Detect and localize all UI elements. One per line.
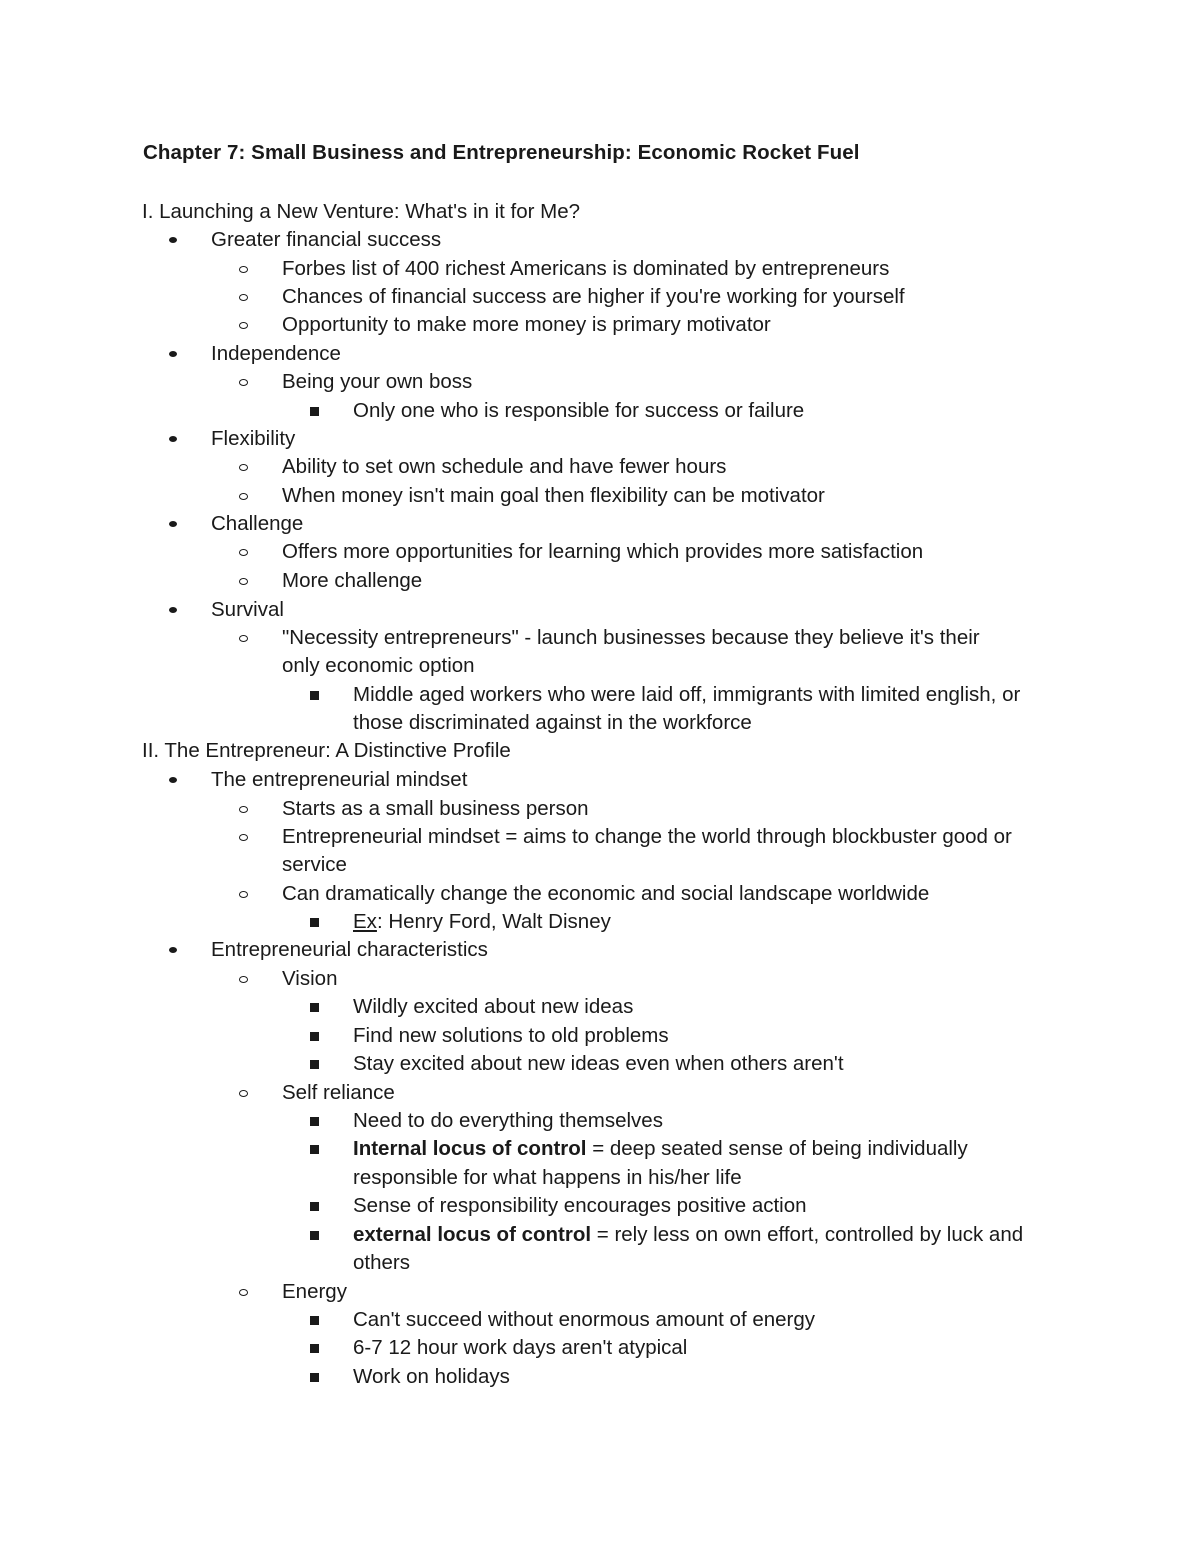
bullet-square-icon — [305, 993, 329, 1021]
bullet-disc-icon — [163, 510, 187, 538]
list-item-continuation: service — [282, 853, 347, 876]
bullet-circle-icon — [234, 880, 258, 908]
bullet-circle-icon — [234, 538, 258, 566]
bullet-circle-icon — [234, 453, 258, 481]
section-heading: II. The Entrepreneur: A Distinctive Profile — [142, 739, 511, 762]
bullet-square-icon — [305, 1306, 329, 1334]
bullet-square-icon — [305, 1050, 329, 1078]
bullet-circle-icon — [234, 823, 258, 851]
list-item: Challenge — [211, 510, 303, 538]
bullet-circle-icon — [234, 1079, 258, 1107]
bullet-square-icon — [305, 1363, 329, 1391]
bullet-circle-icon — [234, 624, 258, 652]
bullet-square-icon — [305, 1334, 329, 1362]
list-item: Chances of financial success are higher if you're working for yourself — [282, 283, 905, 311]
list-item: More challenge — [282, 567, 422, 595]
bullet-disc-icon — [163, 340, 187, 368]
list-item: external locus of control = rely less on own effort, controlled by luck and — [353, 1221, 1023, 1249]
document-title: Chapter 7: Small Business and Entrepreneurship: Economic Rocket Fuel — [143, 141, 860, 164]
list-item: Vision — [282, 965, 337, 993]
bullet-circle-icon — [234, 368, 258, 396]
list-item: Middle aged workers who were laid off, immigrants with limited english, or — [353, 681, 1020, 709]
bullet-square-icon — [305, 1107, 329, 1135]
list-item: Energy — [282, 1278, 347, 1306]
list-item: Ability to set own schedule and have fewer hours — [282, 453, 726, 481]
bullet-square-icon — [305, 681, 329, 709]
list-item: Survival — [211, 596, 284, 624]
example-label: Ex — [353, 910, 377, 933]
bullet-square-icon — [305, 397, 329, 425]
list-item: Offers more opportunities for learning which provides more satisfaction — [282, 538, 923, 566]
bullet-disc-icon — [163, 425, 187, 453]
list-item: Forbes list of 400 richest Americans is dominated by entrepreneurs — [282, 255, 889, 283]
bullet-circle-icon — [234, 1278, 258, 1306]
bullet-circle-icon — [234, 795, 258, 823]
list-item-continuation: those discriminated against in the workforce — [353, 711, 752, 734]
list-item: Need to do everything themselves — [353, 1107, 663, 1135]
list-item: "Necessity entrepreneurs" - launch businesses because they believe it's their — [282, 624, 980, 652]
list-item: Entrepreneurial characteristics — [211, 936, 488, 964]
list-item: The entrepreneurial mindset — [211, 766, 467, 794]
list-item: When money isn't main goal then flexibility can be motivator — [282, 482, 825, 510]
term-bold: Internal locus of control — [353, 1137, 587, 1160]
list-item: Ex: Henry Ford, Walt Disney — [353, 908, 611, 936]
bullet-disc-icon — [163, 596, 187, 624]
list-item: Can dramatically change the economic and social landscape worldwide — [282, 880, 929, 908]
bullet-disc-icon — [163, 226, 187, 254]
list-item: Wildly excited about new ideas — [353, 993, 633, 1021]
list-item-continuation: others — [353, 1251, 410, 1274]
bullet-square-icon — [305, 1192, 329, 1220]
bullet-circle-icon — [234, 567, 258, 595]
bullet-disc-icon — [163, 766, 187, 794]
list-item: Can't succeed without enormous amount of energy — [353, 1306, 815, 1334]
list-item: Work on holidays — [353, 1363, 510, 1391]
section-heading: I. Launching a New Venture: What's in it for Me? — [142, 200, 581, 223]
list-item: Internal locus of control = deep seated sense of being individually — [353, 1135, 968, 1163]
bullet-disc-icon — [163, 936, 187, 964]
list-item: Starts as a small business person — [282, 795, 589, 823]
list-item: Self reliance — [282, 1079, 395, 1107]
list-item-continuation: only economic option — [282, 654, 475, 677]
list-item: Sense of responsibility encourages positive action — [353, 1192, 807, 1220]
bullet-circle-icon — [234, 965, 258, 993]
list-item: Flexibility — [211, 425, 295, 453]
bullet-square-icon — [305, 1135, 329, 1163]
list-item: Greater financial success — [211, 226, 441, 254]
list-item: Entrepreneurial mindset = aims to change the world through blockbuster good or — [282, 823, 1012, 851]
list-item-continuation: responsible for what happens in his/her life — [353, 1166, 742, 1189]
term-bold: external locus of control — [353, 1223, 592, 1246]
list-item: 6-7 12 hour work days aren't atypical — [353, 1334, 687, 1362]
list-item: Opportunity to make more money is primary motivator — [282, 311, 771, 339]
list-item: Find new solutions to old problems — [353, 1022, 669, 1050]
list-item: Being your own boss — [282, 368, 472, 396]
list-item: Stay excited about new ideas even when others aren't — [353, 1050, 844, 1078]
list-item: Independence — [211, 340, 341, 368]
bullet-circle-icon — [234, 311, 258, 339]
list-item: Only one who is responsible for success or failure — [353, 397, 804, 425]
bullet-circle-icon — [234, 255, 258, 283]
bullet-square-icon — [305, 908, 329, 936]
bullet-square-icon — [305, 1221, 329, 1249]
bullet-square-icon — [305, 1022, 329, 1050]
bullet-circle-icon — [234, 283, 258, 311]
bullet-circle-icon — [234, 482, 258, 510]
